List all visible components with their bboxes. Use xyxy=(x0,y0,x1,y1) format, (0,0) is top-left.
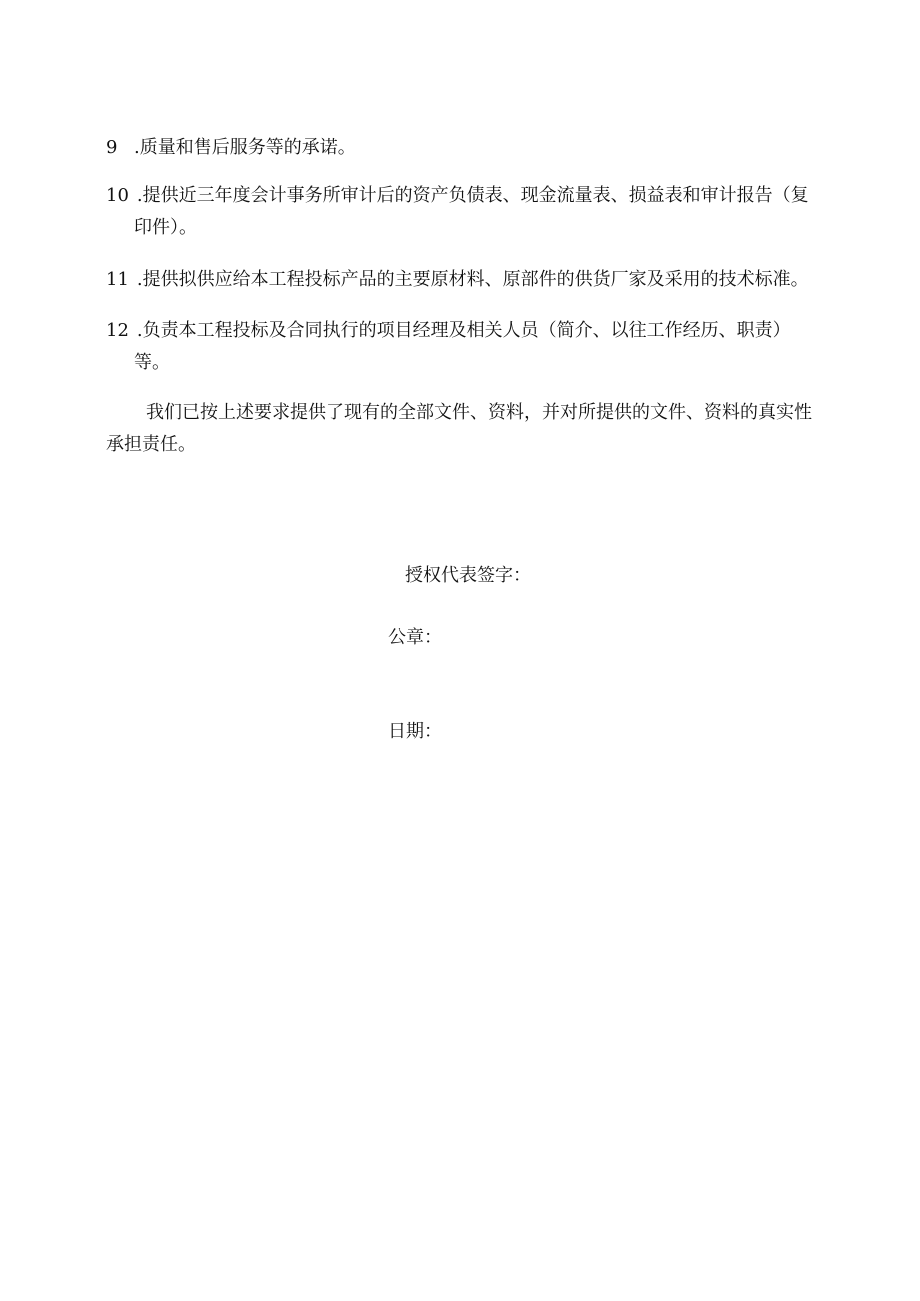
item-text-continuation: 印件）。 xyxy=(134,217,197,238)
item-number: 12 xyxy=(106,320,129,341)
item-text-continuation: 等。 xyxy=(134,352,170,373)
item-number: 10 xyxy=(106,185,129,206)
item-number: 11 xyxy=(106,269,129,290)
item-number: 9 xyxy=(106,137,118,158)
declaration-paragraph xyxy=(106,397,836,461)
item-text: .质量和售后服务等的承诺。 xyxy=(134,137,356,158)
list-item-11 xyxy=(106,264,836,296)
representative-signature-label: 授权代表签字： xyxy=(405,565,531,586)
list-item-12 xyxy=(106,315,836,379)
item-text: .提供拟供应给本工程投标产品的主要原材料、原部件的供货厂家及采用的技术标准。 xyxy=(136,269,809,290)
date-label: 日期： xyxy=(388,721,442,742)
list-item-10 xyxy=(106,180,836,244)
item-text: .负责本工程投标及合同执行的项目经理及相关人员（简介、以往工作经历、职责） xyxy=(136,320,791,341)
declaration-line-1: 我们已按上述要求提供了现有的全部文件、资料，并对所提供的文件、资料的真实性 xyxy=(146,402,812,423)
list-item-9 xyxy=(106,132,836,164)
declaration-line-2: 承担责任。 xyxy=(106,434,196,455)
item-text: .提供近三年度会计事务所审计后的资产负债表、现金流量表、损益表和审计报告（复 xyxy=(136,185,809,206)
seal-label: 公章： xyxy=(388,627,442,648)
